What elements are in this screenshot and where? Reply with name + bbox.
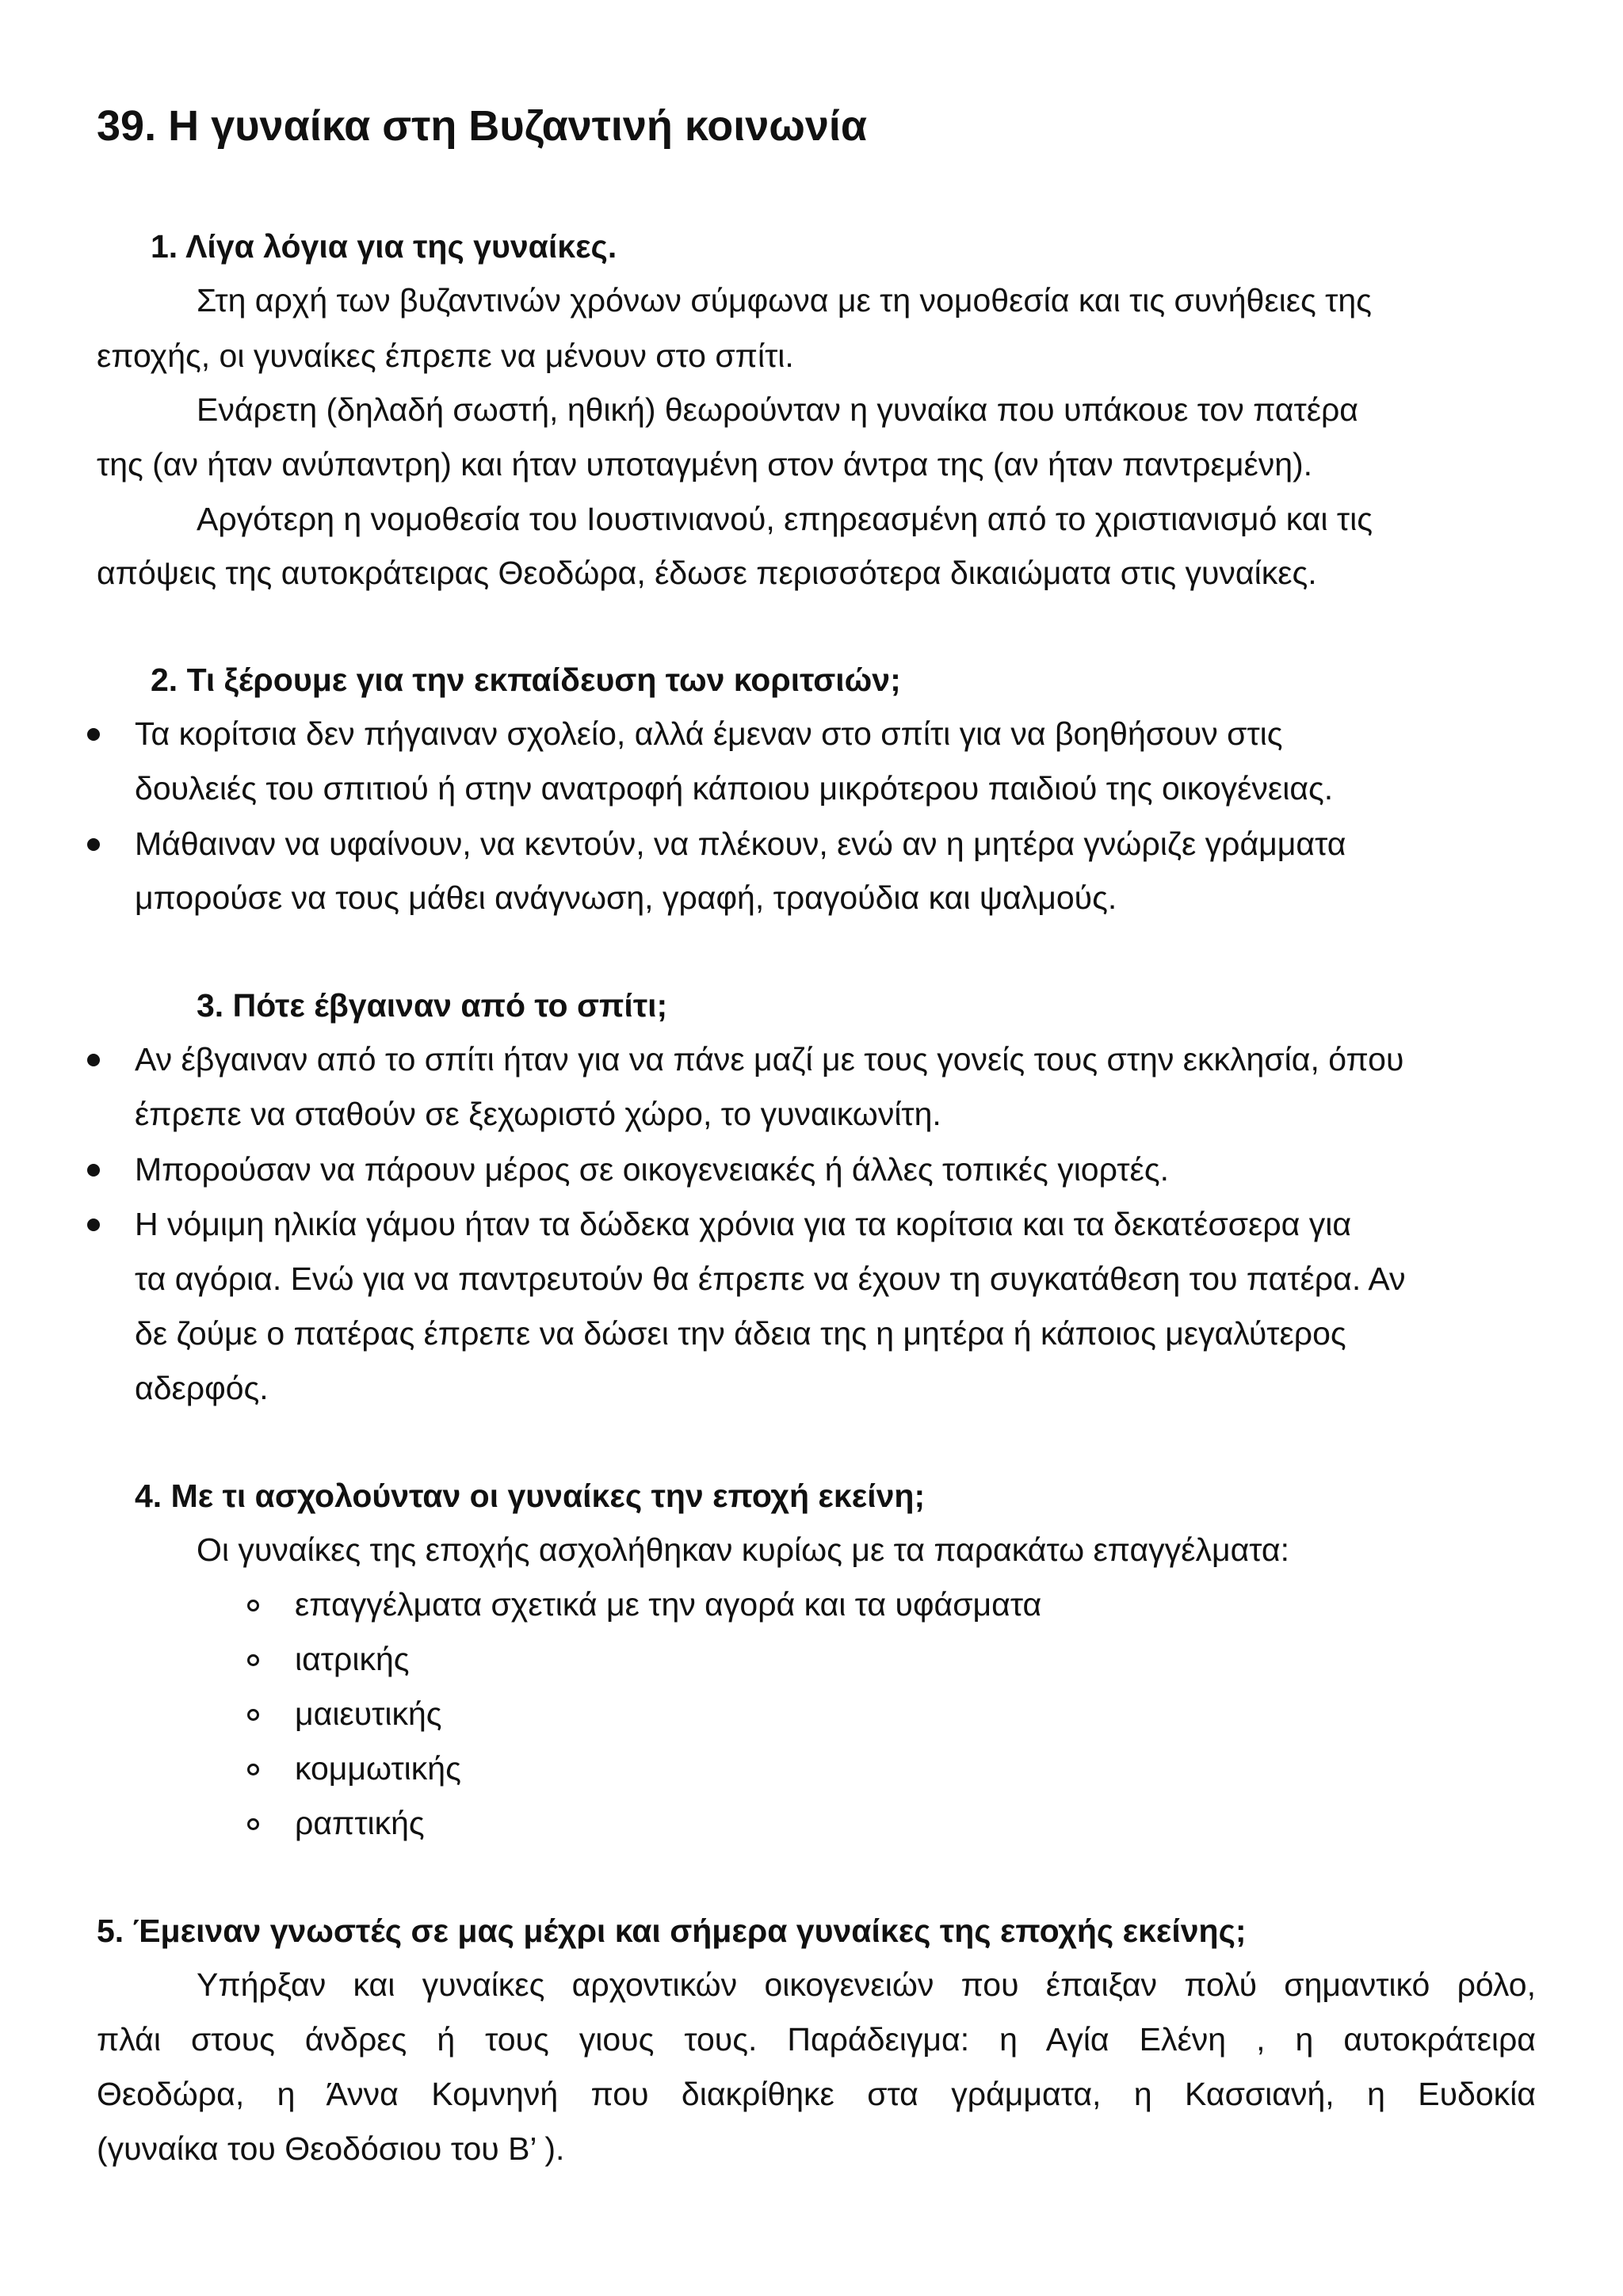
bullet-line: δε ζούμε ο πατέρας έπρεπε να δώσει την άδεια της η μητέρα ή κάποιος μεγαλύτερος [135, 1315, 1346, 1352]
paragraph-line: της (αν ήταν ανύπαντρη) και ήταν υποταγμένη στον άντρα της (αν ήταν παντρεμένη). [97, 446, 1313, 482]
paragraph-line: Στη αρχή των βυζαντινών χρόνων σύμφωνα με τη νομοθεσία και τις συνήθειες της [197, 282, 1372, 318]
paragraph-line: Αργότερη η νομοθεσία του Ιουστινιανού, επηρεασμένη από το χριστιανισμό και τις [197, 501, 1373, 537]
circle-bullet-icon [247, 1709, 259, 1721]
section-2-heading: 2. Τι ξέρουμε για την εκπαίδευση των κοριτσιών; [151, 662, 901, 698]
list-item: επαγγέλματα σχετικά με την αγορά και τα υφάσματα [295, 1586, 1042, 1623]
circle-bullet-icon [247, 1654, 259, 1666]
circle-bullet-icon [247, 1818, 259, 1830]
bullet-line: μπορούσε να τους μάθει ανάγνωση, γραφή, τραγούδια και ψαλμούς. [135, 879, 1117, 916]
bullet-line: έπρεπε να σταθούν σε ξεχωριστό χώρο, το γυναικωνίτη. [135, 1096, 941, 1132]
bullet-line: Τα κορίτσια δεν πήγαιναν σχολείο, αλλά έμεναν στο σπίτι για να βοηθήσουν στις [135, 715, 1283, 752]
bullet-line: Μπορούσαν να πάρουν μέρος σε οικογενειακές ή άλλες τοπικές γιορτές. [135, 1151, 1169, 1188]
section-4-heading: 4. Με τι ασχολούνταν οι γυναίκες την εποχή εκείνη; [135, 1478, 926, 1514]
bullet-icon [87, 1164, 100, 1177]
bullet-line: δουλειές του σπιτιού ή στην ανατροφή κάποιου μικρότερου παιδιού της οικογένειας. [135, 770, 1334, 807]
circle-bullet-icon [247, 1764, 259, 1775]
bullet-line: Αν έβγαιναν από το σπίτι ήταν για να πάνε μαζί με τους γονείς τους στην εκκλησία, όπου [135, 1041, 1404, 1077]
circle-bullet-icon [247, 1600, 259, 1611]
paragraph-line: απόψεις της αυτοκράτειρας Θεοδώρα, έδωσε περισσότερα δικαιώματα στις γυναίκες. [97, 555, 1317, 591]
section-3-heading: 3. Πότε έβγαιναν από το σπίτι; [197, 987, 668, 1024]
bullet-line: Η νόμιμη ηλικία γάμου ήταν τα δώδεκα χρόνια για τα κορίτσια και τα δεκατέσσερα για [135, 1206, 1352, 1242]
paragraph-line: (γυναίκα του Θεοδόσιου του Β’ ). [97, 2130, 565, 2167]
section-1-heading: 1. Λίγα λόγια για της γυναίκες. [151, 228, 617, 265]
list-item: ιατρικής [295, 1641, 410, 1677]
bullet-line: τα αγόρια. Ενώ για να παντρευτούν θα έπρεπε να έχουν τη συγκατάθεση του πατέρα. Αν [135, 1261, 1406, 1297]
bullet-icon [87, 728, 100, 741]
paragraph-line: εποχής, οι γυναίκες έπρεπε να μένουν στο σπίτι. [97, 338, 794, 374]
paragraph-line: πλάι στους άνδρες ή τους γιους τους. Παράδειγμα: η Αγία Ελένη , η αυτοκράτειρα [97, 2021, 1536, 2058]
bullet-icon [87, 838, 100, 851]
list-item: μαιευτικής [295, 1695, 442, 1732]
bullet-icon [87, 1054, 100, 1066]
section-4-intro: Οι γυναίκες της εποχής ασχολήθηκαν κυρίως με τα παρακάτω επαγγέλματα: [197, 1531, 1289, 1568]
bullet-icon [87, 1219, 100, 1231]
list-item: κομμωτικής [295, 1750, 461, 1787]
page-title: 39. Η γυναίκα στη Βυζαντινή κοινωνία [97, 102, 868, 150]
list-item: ραπτικής [295, 1805, 425, 1841]
paragraph-line: Θεοδώρα, η Άννα Κομνηνή που διακρίθηκε στα γράμματα, η Κασσιανή, η Ευδοκία [97, 2076, 1536, 2112]
bullet-line: αδερφός. [135, 1370, 269, 1406]
section-5-heading: 5. Έμειναν γνωστές σε μας μέχρι και σήμερα γυναίκες της εποχής εκείνης; [97, 1913, 1247, 1949]
paragraph-line: Ενάρετη (δηλαδή σωστή, ηθική) θεωρούνταν η γυναίκα που υπάκουε τον πατέρα [197, 391, 1359, 428]
bullet-line: Μάθαιναν να υφαίνουν, να κεντούν, να πλέκουν, ενώ αν η μητέρα γνώριζε γράμματα [135, 826, 1346, 862]
paragraph-line: Υπήρξαν και γυναίκες αρχοντικών οικογενειών που έπαιξαν πολύ σημαντικό ρόλο, [197, 1966, 1536, 2003]
